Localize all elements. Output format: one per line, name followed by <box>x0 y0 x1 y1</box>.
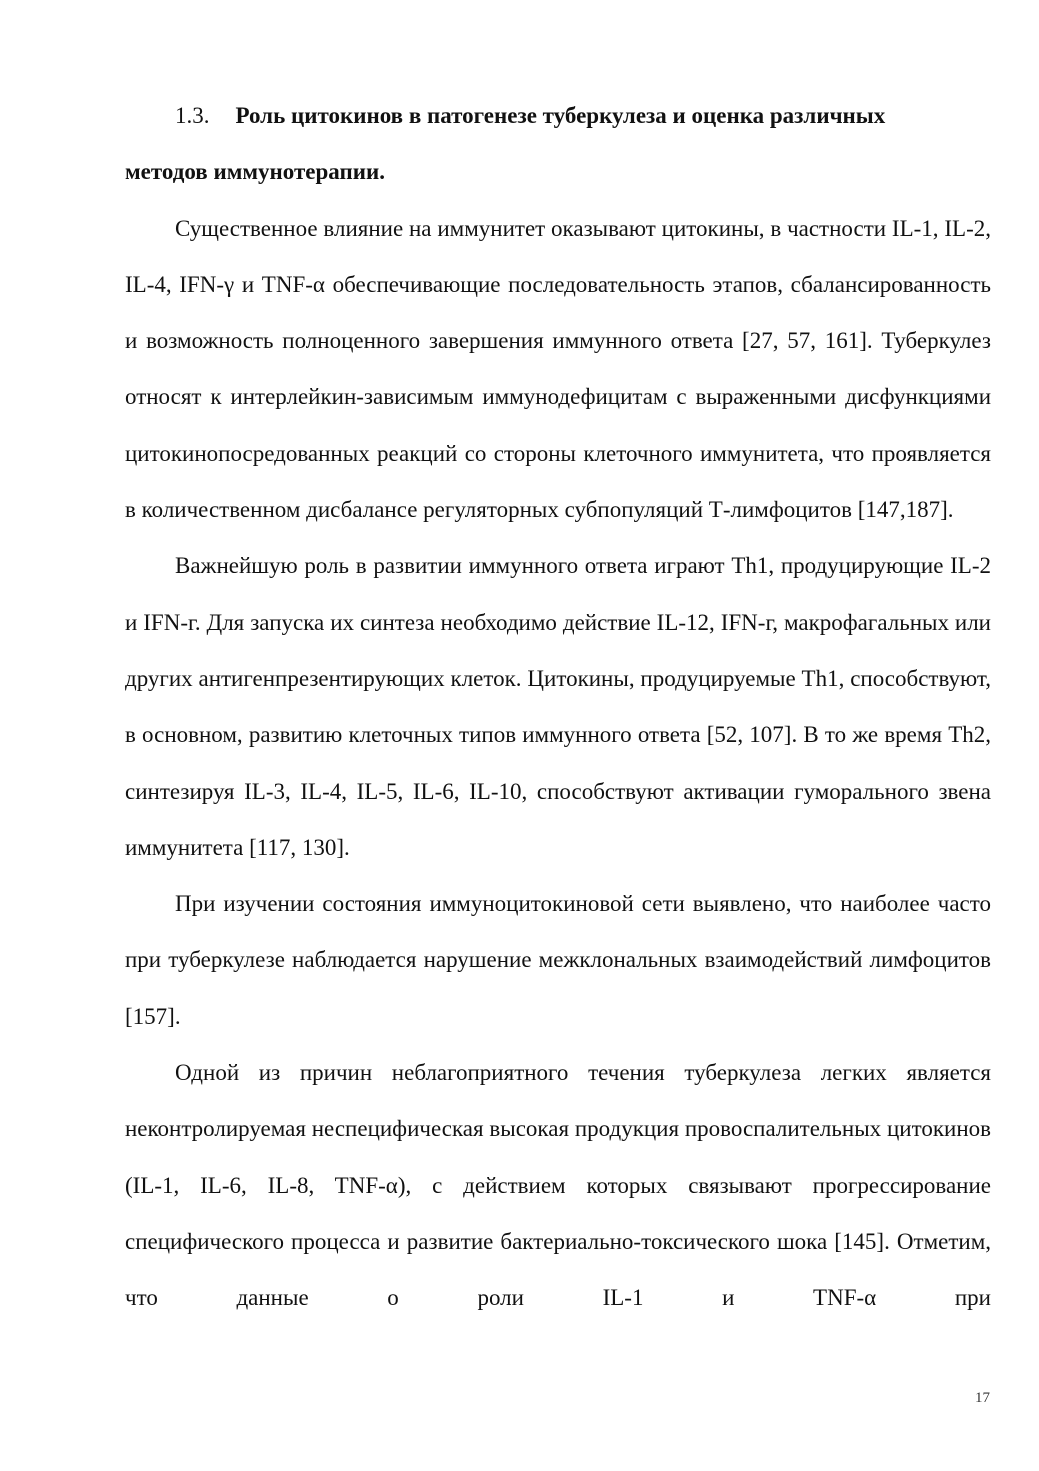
page-body <box>125 88 991 1327</box>
paragraph-1: Существенное влияние на иммунитет оказывают цитокины, в частности IL-1, IL-2, IL-4, IFN-γ и TNF-α обеспечивающие последовательность этапов, сбалансированность и возможность полноценного завершения иммунного ответа [27, 57, 161]. Туберкулез относят к интерлейкин-зависимым иммунодефицитам с выраженными дисфункциями цитокинопосредованных реакций со стороны клеточного иммунитета, что проявляется в количественном дисбалансе регуляторных субпопуляций Т-лимфоцитов [147,187]. <box>125 215 991 523</box>
page-number: 17 <box>975 1390 990 1406</box>
section-heading <box>125 88 991 144</box>
section-title-line2: методов иммунотерапии. <box>125 159 385 185</box>
paragraph-4: Одной из причин неблагоприятного течения туберкулеза легких является неконтролируемая неспецифическая высокая продукция провоспалительных цитокинов (IL-1, IL-6, IL-8, TNF-α), с действием которых связывают прогрессирование специфического процесса и развитие бактериально-токсического шока [145]. Отметим, что данные о роли IL-1 и TNF-α при <box>125 1060 991 1311</box>
paragraph-2: Важнейшую роль в развитии иммунного ответа играют Th1, продуцирующие IL-2 и IFN-г. Для запуска их синтеза необходимо действие IL-12, IFN-г, макрофагальных или других антигенпрезентирующих клеток. Цитокины, продуцируемые Th1, способствуют, в основном, развитию клеточных типов иммунного ответа [52, 107]. В то же время Th2, синтезируя IL-3, IL-4, IL-5, IL-6, IL-10, способствуют активации гуморального звена иммунитета [117, 130]. <box>125 553 991 860</box>
paragraph-3: При изучении состояния иммуноцитокиновой сети выявлено, что наиболее часто при туберкулезе наблюдается нарушение межклональных взаимодействий лимфоцитов [157]. <box>125 891 991 1029</box>
section-number: 1.3. <box>175 103 210 128</box>
section-title-line1: Роль цитокинов в патогенезе туберкулеза и оценка различных <box>235 103 886 128</box>
